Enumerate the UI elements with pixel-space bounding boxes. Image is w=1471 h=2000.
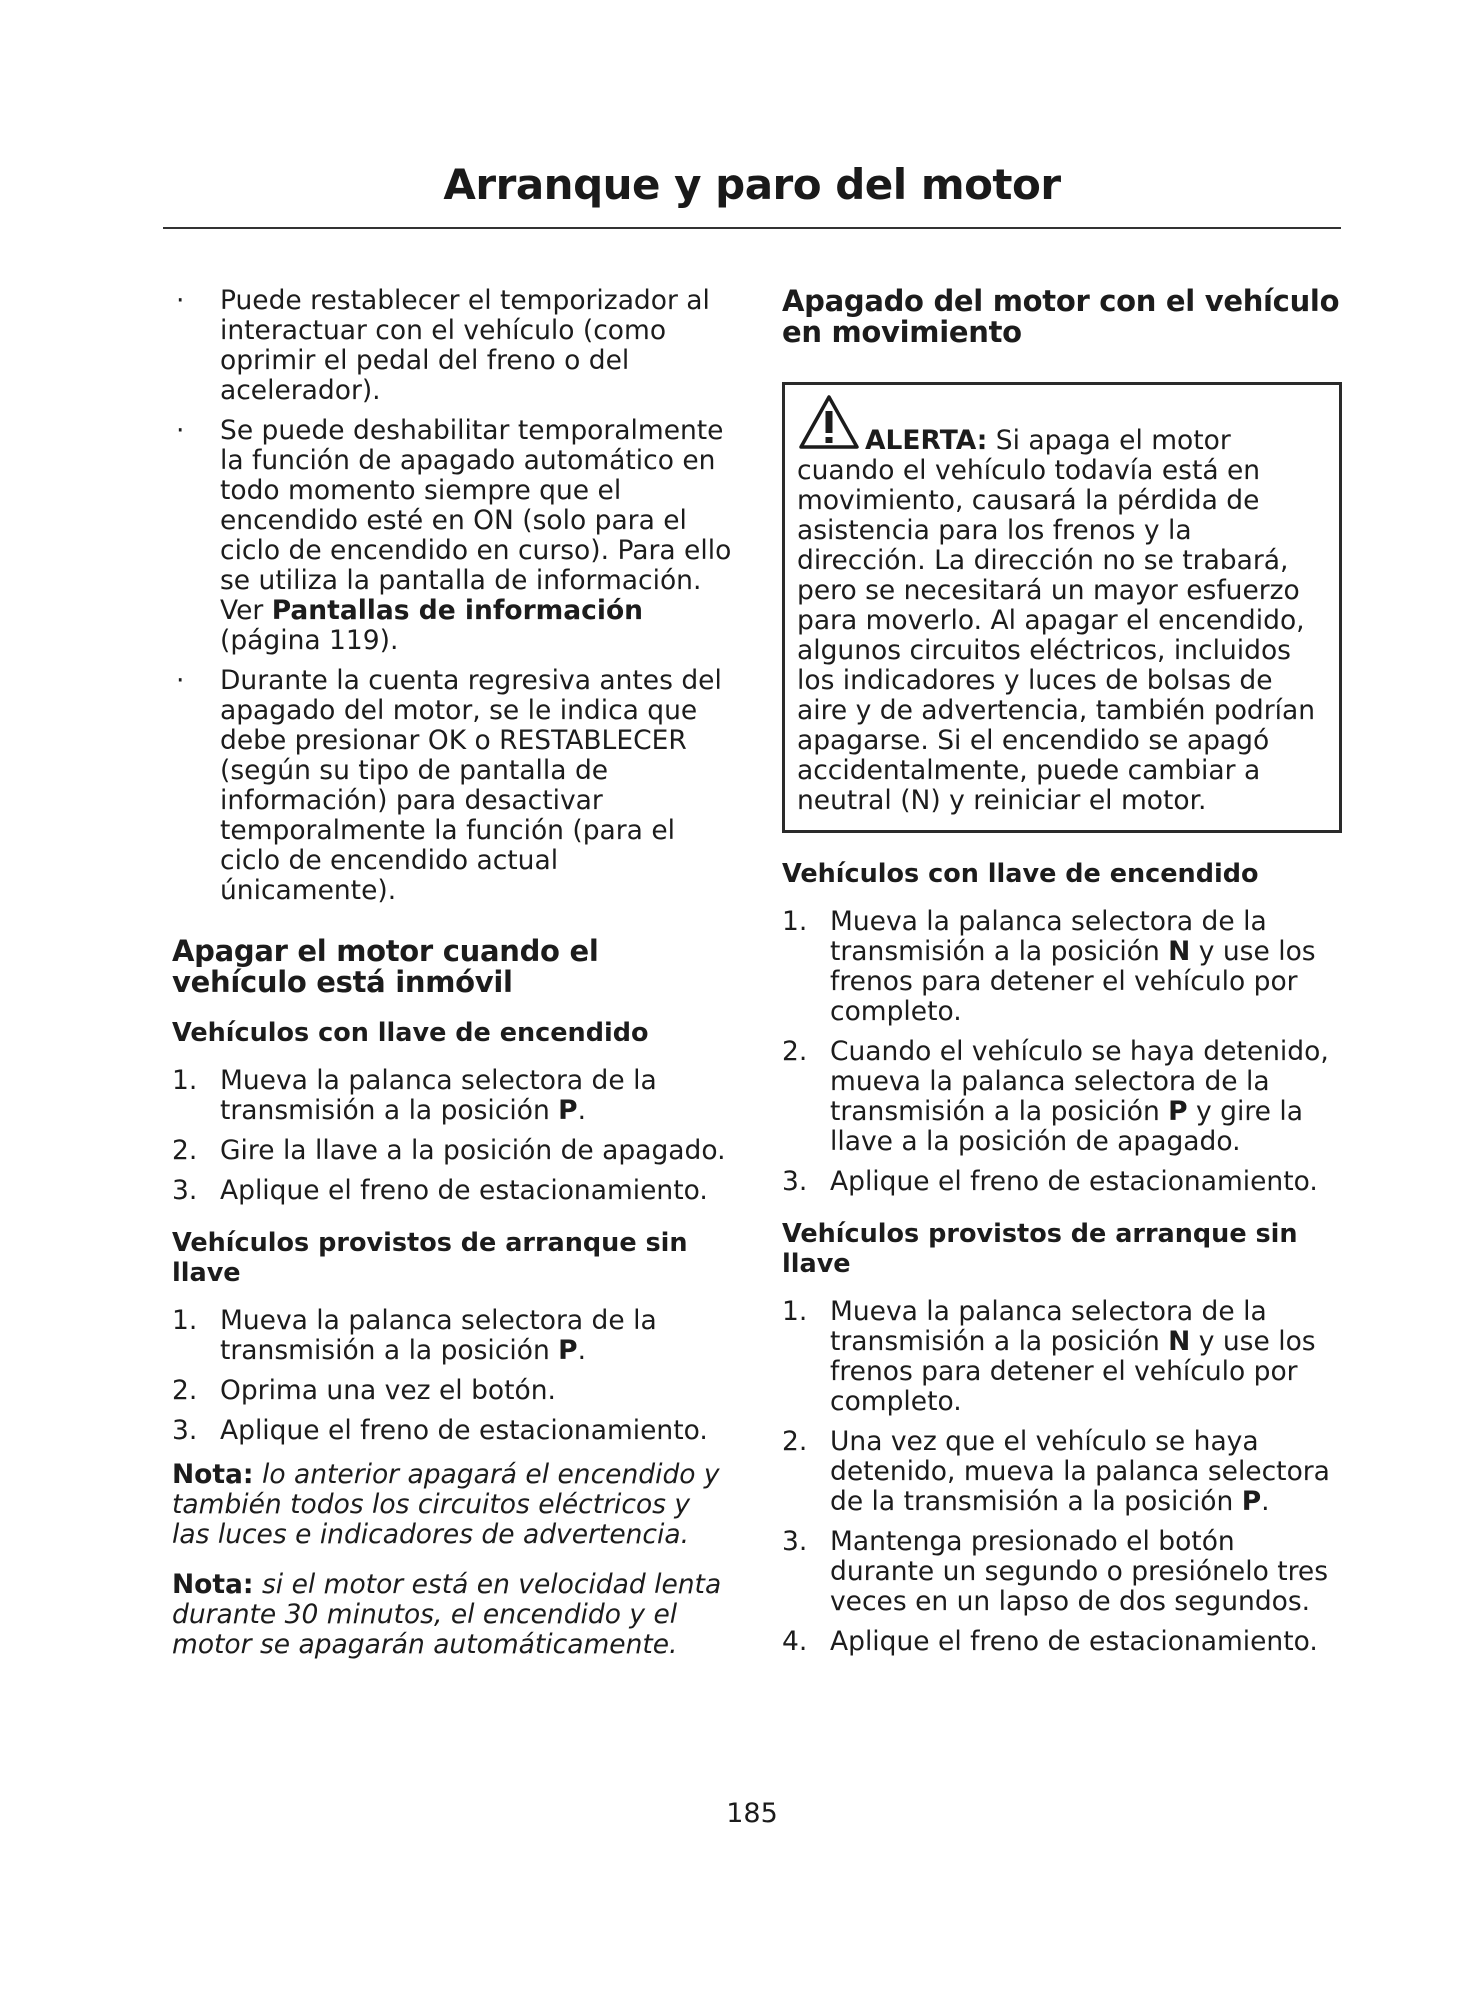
note: Nota: si el motor está en velocidad lenta durante 30 minutos, el encendido y el motor se apagarán automáticamente. (172, 1569, 722, 1660)
title-divider (163, 227, 1341, 229)
right-column (782, 286, 1342, 1667)
bullet-item: · Puede restablecer el temporizador al interactuar con el vehículo (como oprimir el pedal del freno o del acelerador). (176, 285, 710, 406)
subsection-heading: Vehículos provistos de arranque sin llave (782, 1219, 1298, 1279)
bullet-list (172, 286, 732, 906)
step-item: 1. Mueva la palanca selectora de la transmisión a la posición N y use los frenos para detener el vehículo por completo. (782, 906, 1316, 1027)
step-list (782, 907, 1342, 1197)
subsection-heading: Vehículos con llave de encendido (782, 859, 1259, 889)
subsection-heading: Vehículos provistos de arranque sin llave (172, 1228, 688, 1288)
step-item: 3. Mantenga presionado el botón durante un segundo o presiónelo tres veces en un lapso de dos segundos. (782, 1526, 1329, 1617)
warning-box (782, 382, 1342, 833)
step-item: 2. Una vez que el vehículo se haya detenido, mueva la palanca selectora de la transmisión a la posición P. (782, 1426, 1330, 1517)
bullet-item: · Durante la cuenta regresiva antes del apagado del motor, se le indica que debe presionar OK o RESTABLECER (según su tipo de pantalla de información) para desactivar temporalmente la función (para el ciclo de encendido actual únicamente). (176, 665, 722, 906)
step-item: 2. Oprima una vez el botón. (172, 1375, 556, 1406)
left-column (172, 286, 732, 1660)
warning-triangle-icon (797, 393, 861, 453)
step-list (172, 1066, 732, 1206)
cross-reference-link[interactable]: Pantallas de información (271, 595, 644, 626)
step-item: 2. Gire la llave a la posición de apagado. (172, 1135, 726, 1166)
section-heading: Apagar el motor cuando el vehículo está inmóvil (172, 934, 599, 999)
bullet-item: · Se puede deshabilitar temporalmente la función de apagado automático en todo momento siempre que el encendido esté en ON (solo para el ciclo de encendido en curso). Para ello se utiliza la pantalla de información. Ver Pantallas de información (página 119). (176, 415, 732, 656)
step-item: 1. Mueva la palanca selectora de la transmisión a la posición P. (172, 1065, 657, 1126)
step-item: 1. Mueva la palanca selectora de la transmisión a la posición P. (172, 1305, 657, 1366)
step-item: 3. Aplique el freno de estacionamiento. (782, 1166, 1318, 1197)
warning-label: ALERTA: (865, 425, 988, 456)
subsection-heading: Vehículos con llave de encendido (172, 1018, 649, 1048)
step-item: 3. Aplique el freno de estacionamiento. (172, 1415, 708, 1446)
page-number: 185 (726, 1798, 778, 1829)
note: Nota: lo anterior apagará el encendido y también todos los circuitos eléctricos y las luces e indicadores de advertencia. (172, 1459, 720, 1550)
step-list (782, 1297, 1342, 1657)
step-item: 2. Cuando el vehículo se haya detenido, mueva la palanca selectora de la transmisión a la posición P y gire la llave a la posición de apagado. (782, 1036, 1329, 1157)
section-heading: Apagado del motor con el vehículo en movimiento (782, 284, 1340, 349)
step-item: 3. Aplique el freno de estacionamiento. (172, 1175, 708, 1206)
step-item: 1. Mueva la palanca selectora de la transmisión a la posición N y use los frenos para detener el vehículo por completo. (782, 1296, 1316, 1417)
warning-text: Si apaga el motor cuando el vehículo todavía está en movimiento, causará la pérdida de asistencia para los frenos y la dirección. La dirección no se trabará, pero se necesitará un mayor esfuerzo para moverlo. Al apagar el encendido, algunos circuitos eléctricos, incluidos los indicadores y luces de bolsas de aire y de advertencia, también podrían apagarse. Si el encendido se apagó accidentalmente, puede cambiar a neutral (N) y reiniciar el motor. (797, 425, 1316, 816)
page-title: Arranque y paro del motor (443, 160, 1061, 209)
step-list (172, 1306, 732, 1446)
step-item: 4. Aplique el freno de estacionamiento. (782, 1626, 1318, 1657)
